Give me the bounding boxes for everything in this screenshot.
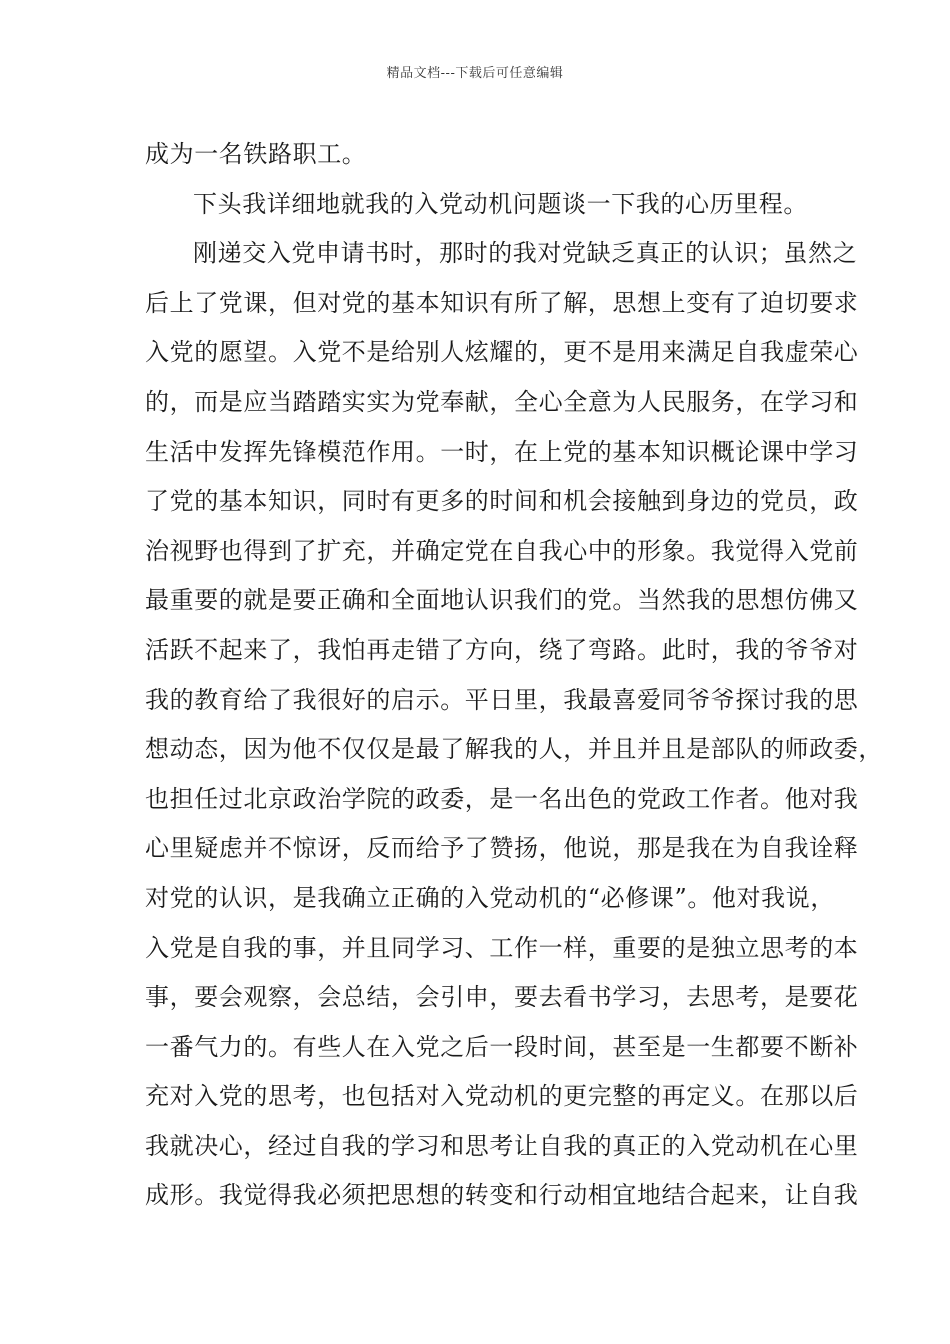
- text-line: 治视野也得到了扩充，并确定党在自我心中的形象。我觉得入党前: [145, 536, 859, 565]
- text-line: 刚递交入党申请书时，那时的我对党缺乏真正的认识；虽然之: [193, 239, 858, 268]
- text-line: 入党的愿望。入党不是给别人炫耀的，更不是用来满足自我虚荣心: [145, 338, 859, 367]
- text-line: 对党的认识，是我确立正确的入党动机的“必修课”。他对我说，: [145, 883, 835, 912]
- text-line: 下头我详细地就我的入党动机问题谈一下我的心历里程。: [193, 189, 808, 218]
- text-line: 入党是自我的事，并且同学习、工作一样，重要的是独立思考的本: [145, 933, 859, 962]
- text-line: 我就决心，经过自我的学习和思考让自我的真正的入党动机在心里: [145, 1131, 859, 1160]
- text-line: 也担任过北京政治学院的政委，是一名出色的党政工作者。他对我: [145, 784, 859, 813]
- text-line: 活跃不起来了，我怕再走错了方向，绕了弯路。此时，我的爷爷对: [145, 635, 859, 664]
- text-line: 我的教育给了我很好的启示。平日里，我最喜爱同爷爷探讨我的思: [145, 685, 859, 714]
- text-line: 成形。我觉得我必须把思想的转变和行动相宜地结合起来，让自我: [145, 1181, 859, 1210]
- text-line: 生活中发挥先锋模范作用。一时，在上党的基本知识概论课中学习: [145, 437, 859, 466]
- text-line: 了党的基本知识，同时有更多的时间和机会接触到身边的党员，政: [145, 487, 859, 516]
- text-line: 心里疑虑并不惊讶，反而给予了赞扬，他说，那是我在为自我诠释: [145, 834, 859, 863]
- text-line: 一番气力的。有些人在入党之后一段时间，甚至是一生都要不断补: [145, 1032, 859, 1061]
- text-line: 的，而是应当踏踏实实为党奉献，全心全意为人民服务，在学习和: [145, 387, 859, 416]
- text-line: 事，要会观察，会总结，会引申，要去看书学习，去思考，是要花: [145, 983, 859, 1012]
- text-line: 充对入党的思考，也包括对入党动机的更完整的再定义。在那以后: [145, 1082, 859, 1111]
- document-body: [145, 130, 883, 1221]
- text-line: 成为一名铁路职工。: [145, 140, 367, 168]
- text-line: 最重要的就是要正确和全面地认识我们的党。当然我的思想仿佛又: [145, 586, 859, 615]
- page-header: 精品文档---下载后可任意编辑: [386, 66, 564, 81]
- text-line: 后上了党课，但对党的基本知识有所了解，思想上变有了迫切要求: [145, 288, 859, 317]
- text-line: 想动态，因为他不仅仅是最了解我的人，并且并且是部队的师政委，: [145, 735, 883, 764]
